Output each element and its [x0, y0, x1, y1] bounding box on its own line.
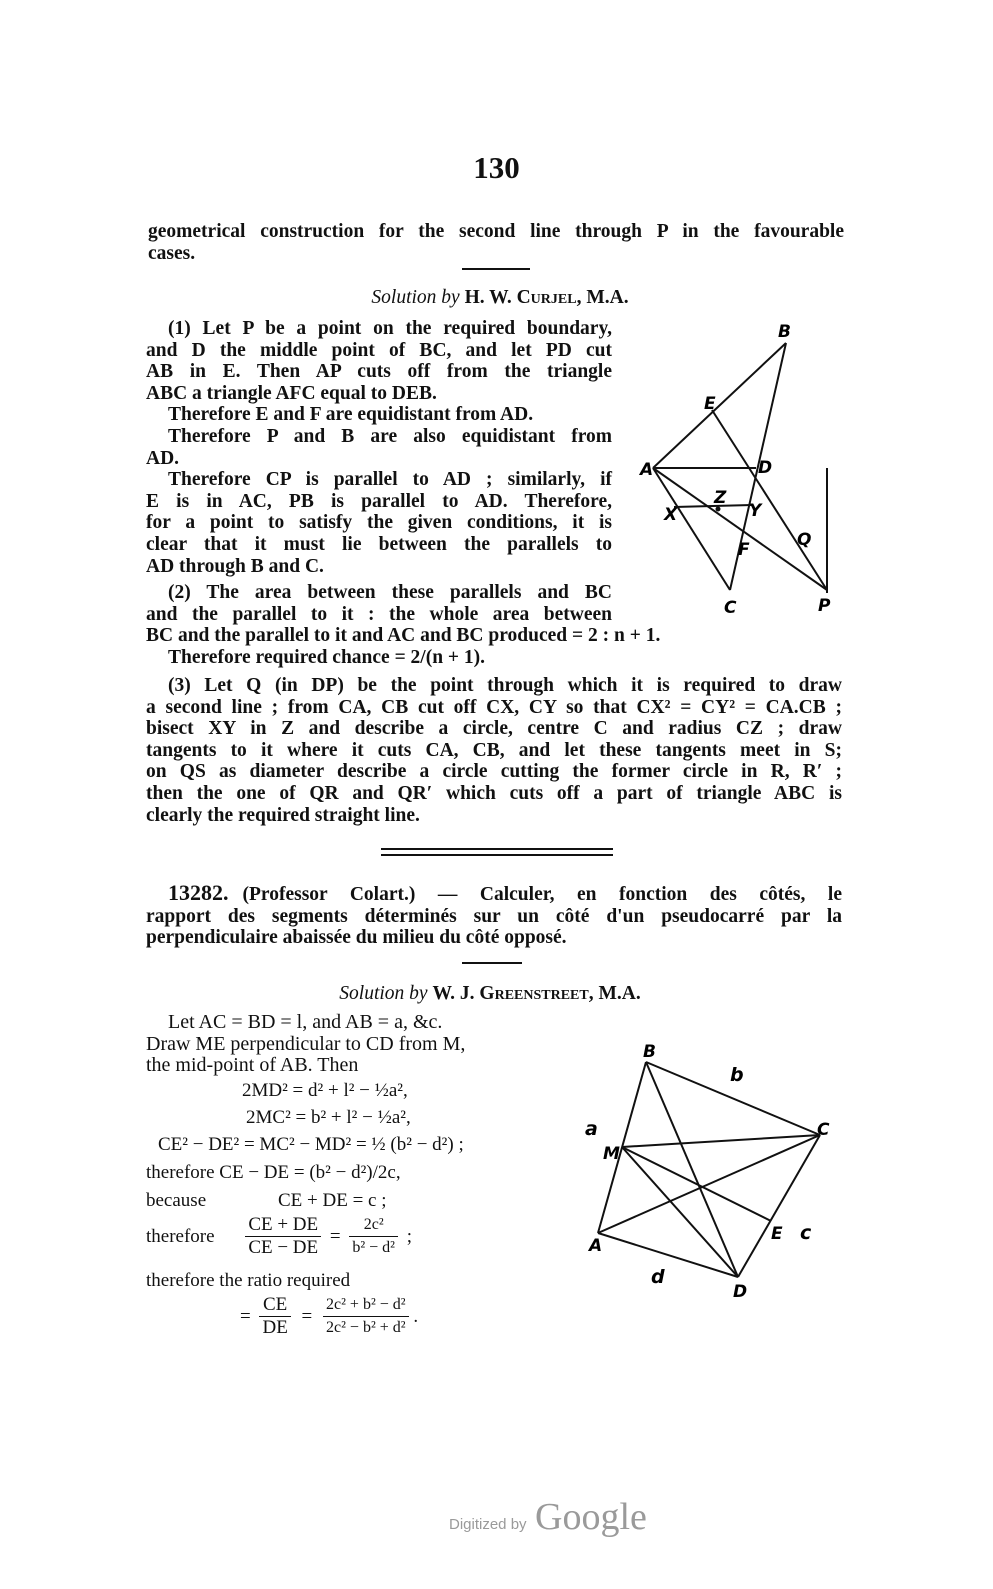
- intro-line: geometrical construction for the second line through P in the favourable: [148, 221, 844, 242]
- text-line: on QS as diameter describe a circle cutting the former circle in R, R′ ;: [146, 761, 842, 783]
- text-line: (2) The area between these parallels and BC: [168, 582, 612, 603]
- label-c: C: [817, 1120, 830, 1140]
- fraction-ce-plus-over-minus: [245, 1214, 321, 1259]
- fraction-ce-over-de: [259, 1294, 290, 1339]
- text-line: tangents to it where it cuts CA, CB, and let these tangents meet in S;: [146, 739, 842, 761]
- text-line: and the parallel to it : the whole area between: [146, 603, 612, 625]
- fraction-2c2-over-b2-d2: [349, 1214, 398, 1259]
- figure-triangle-abc: [630, 315, 850, 620]
- label-b: B: [643, 1042, 656, 1062]
- label-c: C: [724, 598, 737, 618]
- label-q: Q: [797, 530, 812, 550]
- short-divider: [462, 268, 530, 270]
- text-line: bisect XY in Z and describe a circle, centre C and radius CZ ; draw: [146, 718, 842, 740]
- label-d-side: d: [651, 1266, 665, 1288]
- google-logo: Google: [535, 1496, 647, 1538]
- text-line: (3) Let Q (in DP) be the point through which it is required to draw: [168, 675, 842, 696]
- fraction-final: [323, 1294, 409, 1339]
- label-d: D: [733, 1282, 748, 1302]
- text-line: Therefore P and B are also equidistant from: [168, 425, 612, 447]
- denominator: DE: [262, 1317, 288, 1338]
- watermark-prefix: Digitized by: [449, 1516, 527, 1533]
- period: .: [413, 1305, 419, 1327]
- label-b-side: b: [730, 1064, 744, 1086]
- line-ba: [653, 343, 786, 468]
- label-p: P: [818, 596, 831, 616]
- label-x: X: [664, 505, 678, 525]
- label-b: B: [778, 322, 791, 342]
- text-line: clear that it must lie between the parallels to: [146, 533, 612, 555]
- solution-credit: [250, 983, 730, 1005]
- text-line: BC and the parallel to it and AC and BC produced = 2 : n + 1.: [146, 625, 661, 647]
- label-z: Z: [714, 488, 727, 508]
- text-line: AD.: [146, 447, 180, 469]
- equation-final-ratio: [240, 1294, 418, 1339]
- side-da: [598, 1233, 738, 1277]
- solution1-part3: [146, 675, 842, 826]
- equals-sign: =: [240, 1305, 251, 1327]
- line-ep: [712, 410, 827, 590]
- text-line: clearly the required straight line.: [146, 804, 420, 826]
- credit-prefix: Solution by: [339, 983, 428, 1004]
- numerator: 2c²: [349, 1214, 398, 1237]
- line-ac: [653, 468, 730, 590]
- text-line: and D the middle point of BC, and let PD cut: [146, 339, 612, 361]
- text-line: the mid-point of AB. Then: [146, 1054, 359, 1077]
- denominator: CE − DE: [248, 1237, 319, 1258]
- semicolon: ;: [406, 1225, 413, 1247]
- problem-line: perpendiculaire abaissée du milieu du côté opposé.: [146, 927, 567, 949]
- equation-ce-minus-de: therefore CE − DE = (b² − d²)/2c,: [146, 1162, 401, 1183]
- figure-pseudosquare: [575, 1035, 835, 1305]
- text-line: AB in E. Then AP cuts off from the triangle: [146, 361, 612, 383]
- numerator: CE: [259, 1294, 290, 1317]
- digitized-watermark: [449, 1495, 647, 1539]
- label-c-side: c: [800, 1222, 812, 1244]
- text-line: Let AC = BD = l, and AB = a, &c.: [168, 1011, 443, 1033]
- section-separator: [381, 848, 613, 856]
- text-line: Therefore required chance = 2/(n + 1).: [168, 646, 486, 668]
- solution2-text: [146, 1012, 542, 1077]
- denominator: 2c² − b² + d²: [326, 1319, 406, 1336]
- text-line: E is in AC, PB is parallel to AD. Therefore,: [146, 490, 612, 512]
- label-e: E: [771, 1224, 783, 1244]
- line-ap: [653, 468, 827, 590]
- equation-ce-plus-de: CE + DE = c ;: [278, 1190, 387, 1211]
- equation-ce-de-squares: CE² − DE² = MC² − MD² = ½ (b² − d²) ;: [158, 1134, 464, 1155]
- diagonal-ac: [598, 1135, 820, 1233]
- equation-because-label: because: [146, 1190, 207, 1211]
- line-me: [622, 1147, 771, 1221]
- label-a-side: a: [585, 1118, 598, 1140]
- ratio-required-text: therefore the ratio required: [146, 1270, 351, 1291]
- text-line: for a point to satisfy the given conditions, it is: [146, 512, 612, 534]
- label-e: E: [704, 394, 716, 414]
- line-mc: [622, 1135, 820, 1147]
- short-divider: [462, 962, 522, 964]
- line-md: [622, 1147, 738, 1277]
- credit-author: H. W. Curjel, M.A.: [464, 287, 629, 308]
- denominator: b² − d²: [352, 1239, 395, 1256]
- numerator: CE + DE: [245, 1214, 321, 1237]
- equation-mc: 2MC² = b² + l² − ½a²,: [246, 1107, 411, 1128]
- text-line: then the one of QR and QR′ which cuts off a part of triangle ABC is: [146, 782, 842, 804]
- label-a: A: [589, 1236, 603, 1256]
- solution-credit: [280, 287, 720, 309]
- label-f: F: [738, 540, 750, 560]
- numerator: 2c² + b² − d²: [323, 1294, 409, 1317]
- line-xy: [674, 505, 752, 507]
- intro-text: [148, 221, 844, 264]
- text-line: ABC a triangle AFC equal to DEB.: [146, 382, 437, 404]
- label-a: A: [640, 460, 654, 480]
- problem-statement: [146, 882, 842, 949]
- intro-line: cases.: [148, 242, 196, 264]
- side-cd: [738, 1135, 820, 1277]
- credit-author: W. J. Greenstreet, M.A.: [432, 983, 641, 1004]
- problem-line: [146, 882, 842, 906]
- text-line: Therefore E and F are equidistant from AD.: [168, 404, 534, 426]
- text-line: (1) Let P be a point on the required boundary,: [168, 318, 612, 339]
- label-d: D: [758, 458, 773, 478]
- text-line: Therefore CP is parallel to AD ; similarly, if: [168, 469, 612, 491]
- text-line: Draw ME perpendicular to CD from M,: [146, 1032, 466, 1055]
- label-m: M: [603, 1144, 620, 1164]
- equals-sign: =: [329, 1225, 341, 1247]
- label-y: Y: [749, 501, 762, 521]
- equation-ratio-fraction: [146, 1214, 412, 1259]
- credit-prefix: Solution by: [371, 287, 460, 308]
- therefore-label: therefore: [146, 1225, 215, 1247]
- problem-line: rapport des segments déterminés sur un côté d'un pseudocarré par la: [146, 905, 842, 927]
- solution1-part1: [146, 318, 612, 577]
- problem-number: 13282.: [168, 880, 229, 905]
- text-line: AD through B and C.: [146, 555, 324, 577]
- page-number: 130: [473, 150, 520, 185]
- text-line: a second line ; from CA, CB cut off CX, CY so that CX² = CY² = CA.CB ;: [146, 696, 842, 718]
- equation-md: 2MD² = d² + l² − ½a²,: [242, 1080, 408, 1101]
- equals-sign: =: [301, 1305, 313, 1327]
- problem-text: (Professor Colart.) — Calculer, en fonction des côtés, le: [242, 884, 842, 905]
